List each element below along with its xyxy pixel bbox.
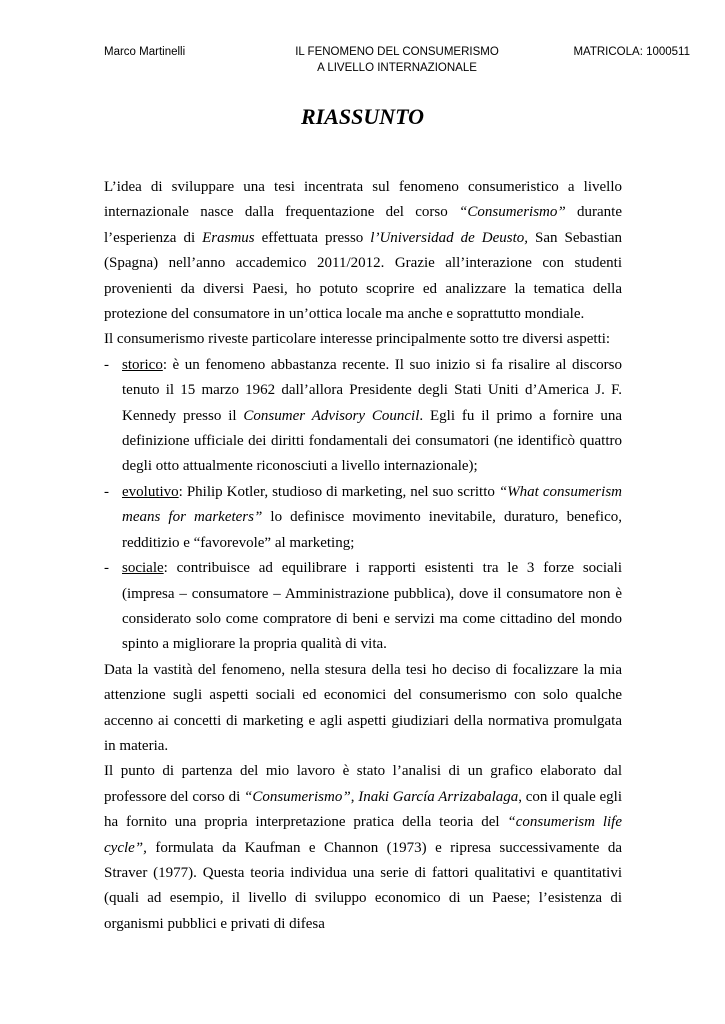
work-title: “What consumerism means for marketers” — [122, 483, 622, 526]
text-span: . Egli fu il primo a fornire una definizione ufficiale dei diritti fondamentali dei consumatori (ne identificò quattro degli otto attualmente riconosciuti a livello internazionale); — [122, 407, 623, 475]
theory-name: “consumerism life cycle”, — [104, 814, 622, 856]
header-title-line2: A LIVELLO INTERNAZIONALE — [317, 62, 477, 74]
text-span: L’idea di sviluppare una tesi incentrata sul fenomeno consumeristico a livello internazionale nasce dalla frequentazione del corso — [104, 179, 622, 221]
header-title-line1: IL FENOMENO DEL CONSUMERISMO — [295, 46, 499, 58]
paragraph-focus: Data la vastità del fenomeno, nella stesura della tesi ho deciso di focalizzare la mia attenzione sugli aspetti sociali ed economici del consumerismo con solo qualche accenno ai concetti di marketing e agli aspetti giudiziari della normativa promulgata in materia. — [104, 661, 622, 754]
paragraph-intro — [104, 175, 622, 327]
erasmus-term: Erasmus — [202, 229, 255, 246]
university-name: l’Universidad de Deusto, — [370, 229, 529, 246]
page-title: RIASSUNTO — [300, 104, 425, 129]
term-storico: storico — [122, 356, 163, 373]
document-body — [104, 175, 622, 937]
list-dash: - — [104, 560, 109, 577]
text-span: : Philip Kotler, studioso di marketing, nel suo scritto — [178, 483, 499, 500]
text-span: , con il quale egli ha fornito una propria interpretazione pratica della teoria del — [104, 788, 623, 831]
text-span: effettuata presso — [254, 229, 371, 246]
term-evolutivo: evolutivo — [122, 483, 179, 500]
text-span: lo definisce movimento inevitabile, duraturo, benefico, redditizio e “favorevole” al marketing; — [122, 509, 622, 551]
page-header — [104, 44, 690, 78]
text-span: : è un fenomeno abbastanza recente. Il suo inizio si fa risalire al discorso tenuto il 15 marzo 1962 dall’allora Presidente degli Stati Uniti d’America J. F. Kennedy presso il — [122, 356, 622, 424]
list-item-sociale — [104, 556, 622, 658]
text-span: : contribuisce ad equilibrare i rapporti esistenti tra le 3 forze sociali (impresa – consumatore – Amministrazione pubblica), dove il consumatore non è considerato solo come compratore di beni e servizi ma come cittadino del mondo spinto a migliorare la propria qualità di vita. — [122, 560, 622, 653]
council-name: Consumer Advisory Council — [243, 407, 420, 424]
term-sociale: sociale — [122, 560, 164, 577]
list-dash: - — [104, 483, 109, 500]
paragraph-starting-point — [104, 759, 622, 937]
header-matricola: MATRICOLA: 1000511 — [573, 46, 690, 58]
professor-name: Inaki García Arrizabalaga — [358, 788, 519, 805]
list-item-evolutivo — [104, 480, 622, 556]
list-item-storico — [104, 353, 622, 480]
list-dash: - — [104, 356, 109, 373]
text-span: , — [350, 788, 359, 805]
paragraph-aspects: Il consumerismo riveste particolare interesse principalmente sotto tre diversi aspetti: — [104, 331, 611, 348]
course-name: “Consumerismo” — [459, 204, 566, 221]
header-author: Marco Martinelli — [104, 46, 186, 58]
text-span: San Sebastian (Spagna) nell’anno accademico 2011/2012. Grazie all’interazione con studenti provenienti da diversi Paesi, ho potuto scoprire ed analizzare la tematica della protezione del consumatore in un’ottica locale ma anche e soprattutto mondiale. — [104, 229, 622, 323]
text-span: Il punto di partenza del mio lavoro è stato l’analisi di un grafico elaborato dal professore del corso di — [104, 763, 622, 805]
course-name: “Consumerismo” — [244, 788, 351, 805]
aspects-list — [104, 353, 622, 658]
text-span: formulata da Kaufman e Channon (1973) e ripresa successivamente da Straver (1977). Questa teoria individua una serie di fattori qualitativi e quantitativi (quali ad esempio, il livello di sviluppo economico di un Paese; l’esistenza di organismi pubblici e privati di difesa — [104, 839, 622, 932]
text-span: durante l’esperienza di — [104, 204, 622, 246]
